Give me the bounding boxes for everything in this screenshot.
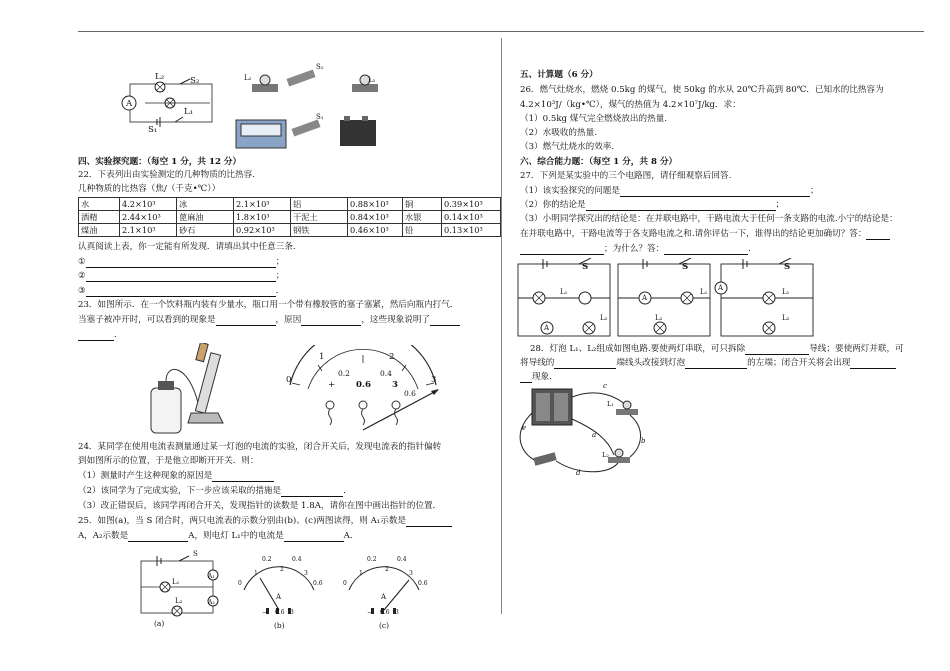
q28-text-2[interactable]: 将导线的 端线头改接到灯泡 的左端；闭合开关将会出现 (520, 358, 896, 369)
circuit2-l1: L₁ (700, 288, 708, 296)
fig-a-l2: L₂ (175, 597, 183, 605)
mini-b-k3: 3 (290, 609, 294, 616)
q22-prompt: 认真阅读上表，你一定能有所发现．请填出其中任意三条. (78, 242, 296, 252)
q27-part-3b[interactable]: 在并联电路中，干路电流等于各支路电流之和.请你评估一下，谁得出的结论更加确切？答： (520, 229, 890, 240)
photo-label-l2: L₂ (244, 74, 252, 82)
table-cell: 酒精 (79, 211, 120, 224)
table-cell: 冰 (177, 198, 234, 211)
q27-circuits (515, 258, 830, 340)
photo-label-s2: S₂ (316, 63, 324, 71)
table-cell: 水 (79, 198, 120, 211)
q24-text-2: 到如图所示的位置，于是他立即断开开关．则： (78, 456, 259, 466)
table-cell: 2.44×10³ (120, 211, 177, 224)
q28-text-1[interactable]: 28．灯泡 L₁、L₂组成如图电路.要使两灯串联，可只拆除 导线；要使两灯并联，可 (530, 344, 904, 354)
mini-b-0.6: 0.6 (313, 580, 323, 587)
wire-d: d (576, 469, 581, 477)
table-caption: 几种物质的比热容（焦/（千克•℃）） (78, 184, 221, 194)
table-cell: 0.39×10³ (442, 198, 501, 211)
q24-part-2[interactable]: （2）该同学为了完成实验，下一步应该采取的措施是 ． (78, 486, 352, 496)
circuit3-ammeter: A (718, 284, 724, 292)
q22-blank-2[interactable]: ② ； (78, 271, 285, 281)
q26-text-2: 4.2×10³J/（kg•℃），煤气的热值为 4.2×10⁷J/kg．求： (520, 100, 741, 110)
q24-part-1[interactable]: （1）测量时产生这种现象的原因是 (78, 471, 274, 482)
gauge-terminal-plus: + (328, 380, 336, 390)
circuit1-l1: L₁ (560, 288, 568, 296)
mini-c-0.6: 0.6 (418, 580, 428, 587)
q26-part-1: （1）0.5kg 煤气完全燃烧放出的热量. (520, 114, 668, 124)
table-cell: 4.2×10³ (120, 198, 177, 211)
mini-c-0.2: 0.2 (367, 556, 377, 563)
mini-c-minus: − (367, 609, 373, 616)
mini-b-2: 2 (280, 566, 284, 573)
wire-l1: L₁ (607, 400, 614, 408)
gauge-sub-0.4: 0.4 (380, 369, 392, 378)
gauge-sub-0.2: 0.2 (338, 369, 350, 378)
table-cell: 蓖麻油 (177, 211, 234, 224)
table-cell: 2.1×10³ (234, 198, 291, 211)
q23-text-1: 23．如图所示．在一个饮料瓶内装有少量水，瓶口用一个带有橡胶管的塞子塞紧，然后向瓶内打气． (78, 300, 459, 310)
gauge-terminal-3: 3 (392, 380, 398, 390)
column-divider (501, 38, 502, 614)
wire-c: c (603, 382, 607, 390)
q26-part-2: （2）水吸收的热量. (520, 128, 597, 138)
wire-b: b (641, 437, 646, 445)
circuit1-s: S (582, 262, 589, 272)
mini-c-3: 3 (409, 570, 413, 577)
q27-part-3a: （3）小明同学探究出的结论是：在并联电路中，干路电流大于任何一条支路的电流.小宁的结论是： (520, 214, 898, 224)
fig-b-caption: (b) (274, 621, 285, 630)
fig-a-a2: A₂ (208, 599, 215, 606)
bottle-pump-illustration (143, 343, 238, 438)
table-row (79, 224, 501, 237)
mini-c-k3: 3 (395, 609, 399, 616)
q27-part-3c[interactable]: ；为什么？答： ． (520, 244, 757, 255)
circuit3-s: S (784, 262, 791, 272)
q27-part-2[interactable]: （2）你的结论是 ； (520, 200, 785, 210)
table-cell: 钢铁 (291, 224, 348, 237)
circuit1-ammeter: A (544, 324, 550, 332)
q28-wiring-illustration (518, 383, 653, 483)
fig-a-caption: (a) (154, 619, 165, 628)
circuit2-s: S (682, 262, 689, 272)
table-cell: 0.92×10³ (234, 224, 291, 237)
table-cell: 铅 (403, 224, 442, 237)
mini-b-k06: 0.6 (275, 609, 285, 616)
q27-part-1[interactable]: （1）该实验探究的问题是 ； (520, 186, 819, 196)
table-cell: 0.88×10³ (348, 198, 403, 211)
section6-title: 六、综合能力题：（每空 1 分，共 8 分） (520, 157, 678, 167)
apparatus-illustration (232, 62, 382, 152)
wire-e: e (522, 424, 527, 432)
fig-a-s: S (193, 550, 198, 558)
circuit2-l2: L₂ (655, 314, 663, 322)
label-s1: S₁ (148, 125, 158, 135)
mini-b-3: 3 (304, 570, 308, 577)
q25-text-1[interactable]: 25．如图(a)，当 S 闭合时，两只电流表的示数分别由(b)、(c)两图读得，则 A₁示数是 (78, 516, 452, 527)
q23-text-3[interactable]: ． (78, 330, 123, 341)
wire-l2: L₂ (602, 451, 609, 459)
fig-c-caption: (c) (379, 621, 390, 630)
gauge-terminal-0.6: 0.6 (356, 380, 371, 390)
mini-c-1: 1 (359, 570, 363, 577)
table-cell: 煤油 (79, 224, 120, 237)
table-cell: 水银 (403, 211, 442, 224)
ammeter-gauge (278, 345, 448, 440)
q22-blank-3[interactable]: ③ ． (78, 286, 285, 296)
specific-heat-table (78, 197, 501, 237)
table-cell: 干泥土 (291, 211, 348, 224)
mini-b-0.4: 0.4 (292, 556, 302, 563)
table-cell: 0.13×10³ (442, 224, 501, 237)
gauge-tick-3: 3 (431, 375, 437, 385)
q23-text-2[interactable]: 当塞子被冲开时，可以看到的现象是 ，原因 ，这些现象说明了 (78, 315, 460, 326)
top-rule (78, 31, 924, 32)
mini-c-a: A (381, 593, 387, 601)
table-row (79, 211, 501, 224)
ammeter-label: A (126, 99, 133, 109)
label-l1: L₁ (184, 107, 194, 117)
gauge-sub-0.6: 0.6 (404, 389, 416, 398)
photo-label-s1: S₁ (316, 113, 324, 121)
label-s2: S₂ (190, 76, 200, 86)
q26-text-1: 26．燃气灶烧水，燃烧 0.5kg 的煤气，使 50kg 的水从 20℃升高到 80℃．已知水的比热容为 (520, 85, 884, 95)
q28-text-3[interactable]: 现象. (520, 372, 552, 383)
mini-b-1: 1 (254, 570, 258, 577)
section4-title: 四、实验探究题：（每空 1 分，共 12 分） (78, 157, 242, 167)
table-cell: 铜 (403, 198, 442, 211)
table-row (79, 198, 501, 211)
mini-b-minus: − (262, 609, 268, 616)
wire-a: a (592, 431, 597, 439)
fig-a-a1: A₁ (208, 573, 215, 580)
mini-b-a: A (276, 593, 282, 601)
mini-c-k06: 0.6 (380, 609, 390, 616)
q24-part-3: （3）改正错误后，该同学再闭合开关，发现指针的读数是 1.8A，请你在图中画出指针的位置． (78, 501, 442, 511)
gauge-tick-0: 0 (286, 375, 292, 385)
circuit3-l1: L₁ (782, 288, 790, 296)
photo-label-l1: L₁ (368, 76, 376, 84)
table-cell: 0.46×10³ (348, 224, 403, 237)
circuit2-ammeter: A (642, 294, 648, 302)
mini-b-0: 0 (238, 580, 242, 587)
q22-text: 22．下表列出由实验测定的几种物质的比热容. (78, 170, 255, 180)
table-cell: 2.1×10³ (120, 224, 177, 237)
table-cell: 1.8×10³ (234, 211, 291, 224)
q26-part-3: （3）燃气灶烧水的效率. (520, 142, 615, 152)
table-cell: 铝 (291, 198, 348, 211)
mini-c-0: 0 (343, 580, 347, 587)
mini-c-2: 2 (385, 566, 389, 573)
label-l2: L₂ (155, 72, 165, 82)
gauge-tick-2: 2 (389, 352, 395, 362)
q27-text: 27．下列是某实验中的三个电路图，请仔细观察后回答. (520, 171, 732, 181)
q25-text-2[interactable]: A，A₂示数是 A，则电灯 L₁中的电流是 A． (78, 531, 359, 541)
table-cell: 0.14×10³ (442, 211, 501, 224)
mini-c-0.4: 0.4 (397, 556, 407, 563)
table-cell: 砂石 (177, 224, 234, 237)
circuit1-l2: L₂ (600, 314, 608, 322)
q24-text-1: 24．某同学在使用电流表测量通过某一灯泡的电流的实验，闭合开关后，发现电流表的指针偏转 (78, 442, 442, 452)
q25-circuit-a (135, 553, 220, 625)
gauge-tick-1: 1 (319, 352, 325, 362)
mini-b-0.2: 0.2 (262, 556, 272, 563)
fig-a-l1: L₁ (172, 578, 180, 586)
q22-blank-1[interactable]: ① ； (78, 257, 285, 267)
table-cell: 0.84×10³ (348, 211, 403, 224)
section5-title: 五、计算题（6 分） (520, 70, 598, 80)
circuit3-l2: L₂ (782, 314, 790, 322)
